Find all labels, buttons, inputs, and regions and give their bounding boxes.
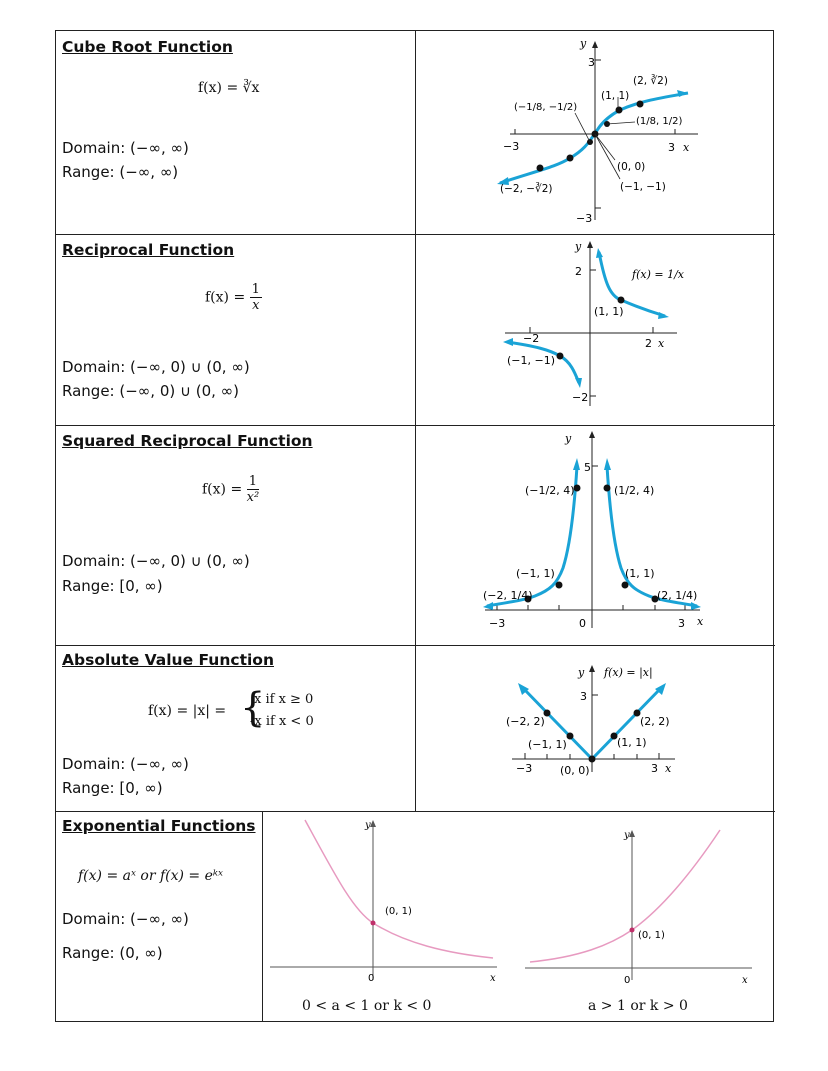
point-label: (0, 1) [385, 906, 412, 917]
tick-label: 0 [579, 617, 586, 630]
absolute-value-graph [500, 662, 700, 782]
exponential-decay-caption: 0 < a < 1 or k < 0 [302, 998, 432, 1014]
piecewise-case-1: x if x ≥ 0 [254, 692, 314, 707]
x-axis-label: x [665, 762, 672, 775]
x-axis-label: x [697, 615, 704, 628]
x-axis-label: x [490, 973, 496, 984]
point-neg1-neg1 [557, 353, 564, 360]
point-label: (−2, 1/4) [483, 589, 533, 602]
point-label: (−1, −1) [620, 181, 666, 193]
tick-label: −2 [523, 332, 540, 345]
tick-label: 3 [668, 141, 675, 154]
absolute-value-domain: Domain: (−∞, ∞) [62, 755, 189, 773]
cube-root-formula [198, 80, 259, 96]
exponential-decay-curve [305, 820, 493, 958]
point-label: (1, 1) [594, 305, 624, 318]
function-label: f(x) = 1/x [632, 268, 684, 281]
tick-label: 5 [584, 461, 591, 474]
x-axis-label: x [658, 337, 665, 350]
point-2-cbrt2 [637, 101, 644, 108]
origin-label: 0 [624, 975, 631, 986]
tick-label: −3 [489, 617, 506, 630]
formula-rhs: ∛x [242, 80, 260, 96]
origin-label: 0 [368, 973, 375, 984]
squared-reciprocal-range: Range: [0, ∞) [62, 577, 163, 595]
point-1-1 [622, 582, 629, 589]
exponential-title: Exponential Functions [62, 817, 256, 835]
x-axis-label: x [683, 141, 690, 154]
point-neg1-1 [567, 733, 574, 740]
reciprocal-formula [205, 282, 262, 313]
reciprocal-graph [495, 238, 695, 418]
row-divider [56, 811, 775, 812]
reciprocal-domain: Domain: (−∞, 0) ∪ (0, ∞) [62, 358, 250, 376]
cube-root-title: Cube Root Function [62, 38, 233, 56]
formula-lhs: f(x) = [202, 481, 243, 498]
y-axis-label: y [565, 432, 572, 445]
exponential-domain: Domain: (−∞, ∞) [62, 910, 189, 928]
point-label: (1, 1) [617, 736, 647, 749]
squared-reciprocal-domain: Domain: (−∞, 0) ∪ (0, ∞) [62, 552, 250, 570]
denominator: x² [246, 490, 260, 505]
tick-label: −2 [572, 391, 589, 404]
formula-lhs: f(x) = [198, 80, 239, 96]
point-neg1 [567, 155, 574, 162]
formula-lhs: f(x) = [205, 289, 246, 306]
y-axis-label: y [580, 37, 587, 50]
point-label: (1/8, 1/2) [636, 116, 683, 127]
numerator: 1 [247, 474, 260, 490]
point-neg1-1 [556, 582, 563, 589]
tick-label: 2 [645, 337, 652, 350]
exponential-range: Range: (0, ∞) [62, 944, 163, 962]
y-axis-label: y [365, 820, 371, 831]
x-axis-label: x [742, 975, 748, 986]
point-label: (−1, 1) [516, 567, 555, 580]
piecewise-brace: { [240, 685, 266, 731]
point-label: (2, 1/4) [657, 589, 698, 602]
point-1-1 [616, 107, 623, 114]
tick-label: 2 [575, 265, 582, 278]
point-label: (1/2, 4) [614, 484, 655, 497]
point-0-1 [630, 928, 635, 933]
reciprocal-range: Range: (−∞, 0) ∪ (0, ∞) [62, 382, 240, 400]
denominator: x [252, 298, 260, 313]
numerator: 1 [251, 282, 260, 297]
point-label: (−1, −1) [507, 354, 556, 367]
point-origin [589, 756, 596, 763]
exponential-formula: f(x) = aˣ or f(x) = eᵏˣ [78, 868, 223, 884]
cube-root-graph [470, 38, 720, 223]
point-neg-half-4 [574, 485, 581, 492]
y-axis-label: y [624, 830, 630, 841]
point-label: (−1/2, 4) [525, 484, 575, 497]
tick-label: 3 [588, 56, 595, 69]
exponential-growth-graph [520, 825, 760, 995]
point-label: (2, 2) [640, 715, 670, 728]
point-half-4 [604, 485, 611, 492]
squared-reciprocal-title: Squared Reciprocal Function [62, 432, 313, 450]
point-label: (−2, −∛2) [500, 183, 553, 195]
tick-label: −3 [516, 762, 533, 775]
cube-root-range: Range: (−∞, ∞) [62, 163, 179, 181]
y-axis-label: y [578, 666, 585, 679]
exponential-decay-graph [265, 815, 505, 995]
point-label: (0, 1) [638, 930, 665, 941]
point-0-1 [371, 921, 376, 926]
tick-label: 3 [678, 617, 685, 630]
tick-label: 3 [580, 690, 587, 703]
point-label: (−1, 1) [528, 738, 567, 751]
cube-root-domain: Domain: (−∞, ∞) [62, 139, 189, 157]
tick-label: −3 [576, 212, 593, 225]
fraction [247, 474, 260, 505]
tick-label: −3 [503, 140, 520, 153]
point-label: (1, 1) [601, 90, 630, 102]
squared-reciprocal-formula [202, 474, 259, 505]
exponential-growth-caption: a > 1 or k > 0 [588, 998, 688, 1014]
absolute-value-range: Range: [0, ∞) [62, 779, 163, 797]
absolute-value-formula: f(x) = |x| = [148, 703, 227, 719]
exponential-growth-curve [530, 830, 720, 962]
piecewise-case-2: -x if x < 0 [250, 714, 314, 729]
point-neg2 [537, 165, 544, 172]
point-1-1 [618, 297, 625, 304]
squared-reciprocal-graph [475, 428, 715, 633]
point-label: (0, 0) [617, 161, 646, 173]
reciprocal-title: Reciprocal Function [62, 241, 235, 259]
y-axis-label: y [575, 240, 582, 253]
column-divider [262, 811, 263, 1022]
column-divider [415, 31, 416, 811]
point-label: (2, ∛2) [633, 75, 668, 87]
point-label: (−1/8, −1/2) [514, 102, 578, 113]
point-label: (1, 1) [625, 567, 655, 580]
point-label: (−2, 2) [506, 715, 545, 728]
tick-label: 3 [651, 762, 658, 775]
point-label: (0, 0) [560, 764, 590, 777]
absolute-value-title: Absolute Value Function [62, 651, 274, 669]
function-label: f(x) = |x| [604, 666, 653, 679]
fraction [250, 282, 262, 313]
